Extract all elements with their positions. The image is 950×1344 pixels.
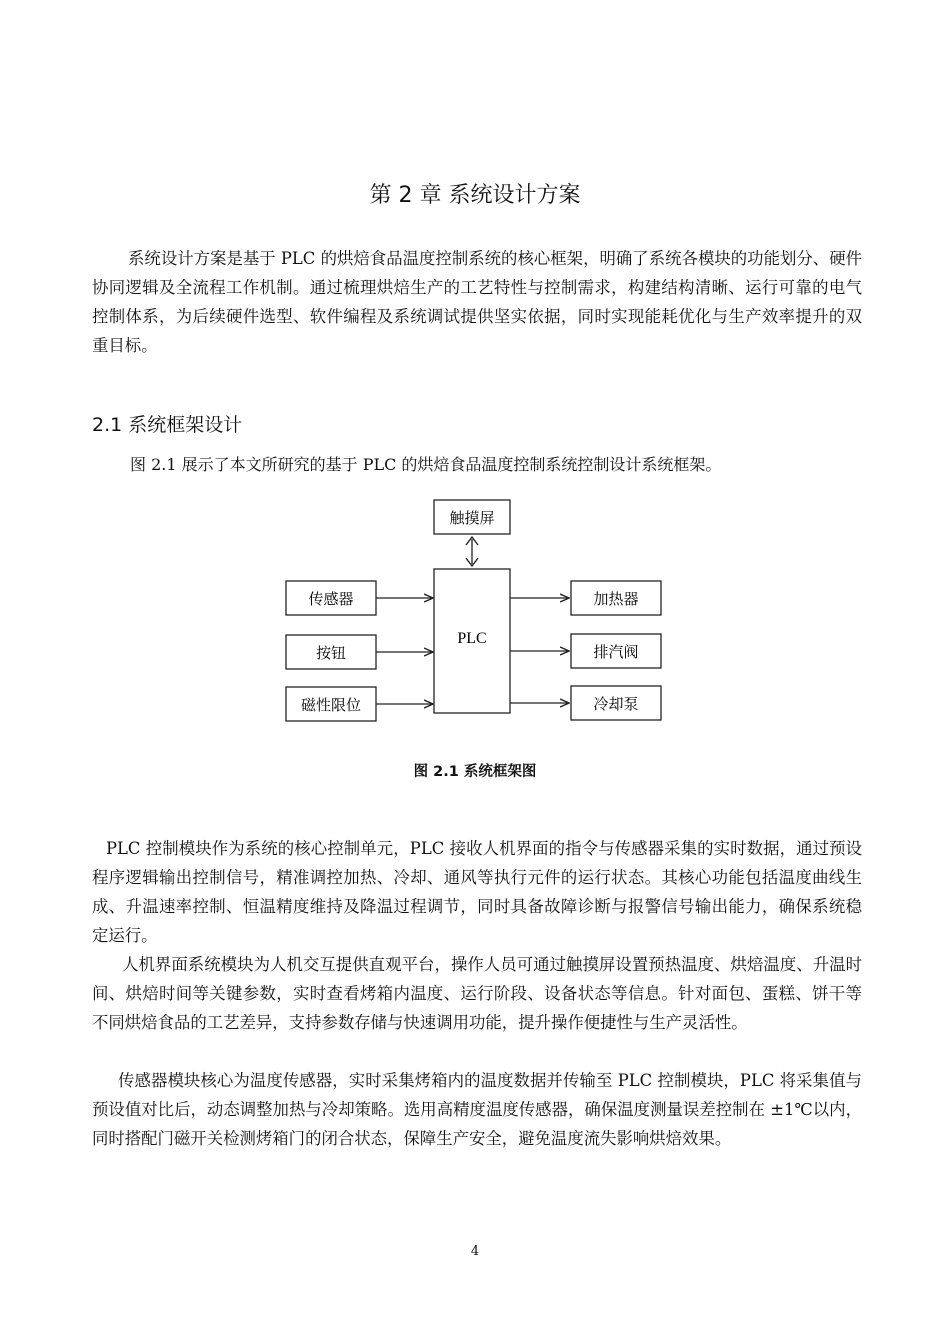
plc-label: PLC: [457, 630, 487, 647]
touchscreen-label: 触摸屏: [449, 509, 495, 527]
intro-paragraph: 系统设计方案是基于 PLC 的烘焙食品温度控制系统的核心框架，明确了系统各模块的功能划分、硬件协同逻辑及全流程工作机制。通过梳理烘焙生产的工艺特性与控制需求，构建结构清晰、运行可靠的电气控制体系，为后续硬件选型、软件编程及系统调试提供坚实依据，同时实现能耗优化与生产效率提升的双重目标。: [92, 249, 862, 355]
output-heater-label: 加热器: [593, 590, 639, 608]
plc-box: [434, 569, 510, 713]
figure-caption: 图 2.1 系统框架图: [413, 764, 537, 780]
input-sensor-box: [286, 581, 376, 615]
input-button-box: [286, 635, 376, 669]
output-exhaust-valve-box: [571, 634, 661, 668]
figure-intro-text: 图 2.1 展示了本文所研究的基于 PLC 的烘焙食品温度控制系统控制设计系统框架。: [130, 455, 722, 474]
sensor-module-paragraph: 传感器模块核心为温度传感器，实时采集烤箱内的温度数据并传输至 PLC 控制模块，PLC 将采集值与预设值对比后，动态调整加热与冷却策略。选用高精度温度传感器，确保温度测量误差控制在 ±1℃以内，同时搭配门磁开关检测烤箱门的闭合状态，保障生产安全，避免温度流失影响烘焙效果。: [92, 1071, 862, 1148]
input-sensor-label: 传感器: [308, 590, 354, 608]
input-limit-switch-label: 磁性限位: [300, 696, 362, 714]
section-title: 2.1 系统框架设计: [92, 414, 243, 436]
hmi-module-paragraph: 人机界面系统模块为人机交互提供直观平台，操作人员可通过触摸屏设置预热温度、烘焙温度、升温时间、烘焙时间等关键参数，实时查看烤箱内温度、运行阶段、设备状态等信息。针对面包、蛋糕、饼干等不同烘焙食品的工艺差异，支持参数存储与快速调用功能，提升操作便捷性与生产灵活性。: [92, 955, 862, 1032]
output-exhaust-valve-label: 排汽阀: [593, 643, 639, 661]
input-button-label: 按钮: [315, 644, 347, 662]
chapter-title: 第 2 章 系统设计方案: [369, 183, 581, 208]
output-cooling-pump-label: 冷却泵: [593, 695, 639, 713]
output-heater-box: [571, 581, 661, 615]
input-limit-switch-box: [286, 687, 376, 721]
output-cooling-pump-box: [571, 686, 661, 720]
page-number: 4: [470, 1244, 480, 1259]
touchscreen-box: [434, 500, 510, 534]
system-framework-diagram: [280, 495, 670, 727]
plc-module-paragraph: PLC 控制模块作为系统的核心控制单元，PLC 接收人机界面的指令与传感器采集的实时数据，通过预设程序逻辑输出控制信号，精准调控加热、冷却、通风等执行元件的运行状态。其核心功能包括温度曲线生成、升温速率控制、恒温精度维持及降温过程调节，同时具备故障诊断与报警信号输出能力，确保系统稳定运行。: [92, 839, 862, 945]
